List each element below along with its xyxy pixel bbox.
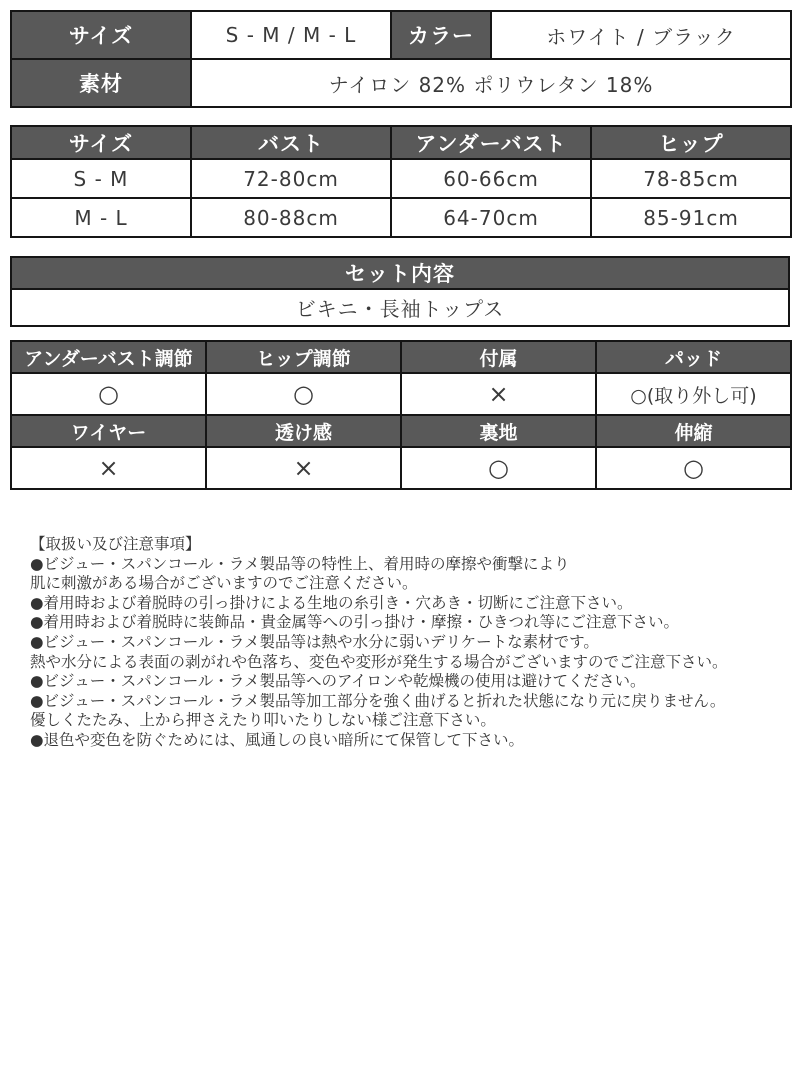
size-cell: M - L <box>11 198 191 237</box>
care-instructions-title: 【取扱い及び注意事項】 <box>30 535 201 553</box>
set-contents-table <box>10 256 790 327</box>
feature-header-accessories: 付属 <box>401 341 596 373</box>
table-row <box>11 198 791 237</box>
size-value-cell: S - M / M - L <box>191 11 391 59</box>
feature-value-cell: × <box>11 447 206 489</box>
feature-header-stretch: 伸縮 <box>596 415 791 447</box>
set-contents-value-cell: ビキニ・長袖トップス <box>11 289 789 326</box>
care-instruction-line: ●着用時および着脱時に装飾品・貴金属等への引っ掛け・摩擦・ひきつれ等にご注意下さい。 <box>30 613 680 632</box>
bust-cell: 80-88cm <box>191 198 391 237</box>
feature-value-cell: ○ <box>401 447 596 489</box>
table-row <box>11 59 791 107</box>
table-row <box>11 289 789 326</box>
care-instruction-line: ●退色や変色を防ぐためには、風通しの良い暗所にて保管して下さい。 <box>30 730 525 749</box>
care-instruction-line: ●ビジュー・スパンコール・ラメ製品等の特性上、着用時の摩擦や衝撃により <box>30 554 570 573</box>
underbust-cell: 60-66cm <box>391 159 591 198</box>
material-value-cell: ナイロン 82% ポリウレタン 18% <box>191 59 791 107</box>
feature-value-cell: × <box>206 447 401 489</box>
column-header: バスト <box>191 126 391 159</box>
table-row <box>11 373 791 415</box>
table-header-row <box>11 341 791 373</box>
care-instruction-line: ●ビジュー・スパンコール・ラメ製品等は熱や水分に弱いデリケートな素材です。 <box>30 632 599 651</box>
feature-value-cell: ○(取り外し可) <box>596 373 791 415</box>
underbust-cell: 64-70cm <box>391 198 591 237</box>
feature-header-lining: 裏地 <box>401 415 596 447</box>
measurements-table <box>10 125 792 238</box>
feature-value-cell: ○ <box>11 373 206 415</box>
table-header-row <box>11 415 791 447</box>
material-header-cell: 素材 <box>11 59 191 107</box>
table-header-row <box>11 257 789 289</box>
care-instruction-line: 肌に刺激がある場合がございますのでご注意ください。 <box>30 574 418 593</box>
features-table <box>10 340 792 490</box>
feature-header-sheerness: 透け感 <box>206 415 401 447</box>
feature-header-underbust-adjust: アンダーバスト調節 <box>11 341 206 373</box>
care-instructions <box>30 535 790 751</box>
bust-cell: 72-80cm <box>191 159 391 198</box>
care-instruction-line: 熱や水分による表面の剥がれや色落ち、変色や変形が発生する場合がございますのでご注意下さい。 <box>30 652 728 671</box>
table-row <box>11 159 791 198</box>
care-instruction-line: ●ビジュー・スパンコール・ラメ製品等へのアイロンや乾燥機の使用は避けてください。 <box>30 672 646 691</box>
care-instruction-line: ●着用時および着脱時の引っ掛けによる生地の糸引き・穴あき・切断にご注意下さい。 <box>30 593 633 612</box>
feature-value-cell: ○ <box>206 373 401 415</box>
column-header: アンダーバスト <box>391 126 591 159</box>
feature-header-pad: パッド <box>596 341 791 373</box>
column-header: サイズ <box>11 126 191 159</box>
feature-value-cell: × <box>401 373 596 415</box>
size-color-material-table <box>10 10 792 108</box>
column-header: ヒップ <box>591 126 791 159</box>
size-header-cell: サイズ <box>11 11 191 59</box>
color-header-cell: カラー <box>391 11 491 59</box>
care-instruction-line: ●ビジュー・スパンコール・ラメ製品等加工部分を強く曲げると折れた状態になり元に戻りません。 <box>30 691 726 710</box>
table-row <box>11 11 791 59</box>
set-contents-header-cell: セット内容 <box>11 257 789 289</box>
feature-header-hip-adjust: ヒップ調節 <box>206 341 401 373</box>
hip-cell: 78-85cm <box>591 159 791 198</box>
size-cell: S - M <box>11 159 191 198</box>
hip-cell: 85-91cm <box>591 198 791 237</box>
table-header-row <box>11 126 791 159</box>
feature-value-cell: ○ <box>596 447 791 489</box>
table-row <box>11 447 791 489</box>
feature-header-wire: ワイヤー <box>11 415 206 447</box>
color-value-cell: ホワイト / ブラック <box>491 11 791 59</box>
care-instruction-line: 優しくたたみ、上から押さえたり叩いたりしない様ご注意下さい。 <box>30 711 496 730</box>
